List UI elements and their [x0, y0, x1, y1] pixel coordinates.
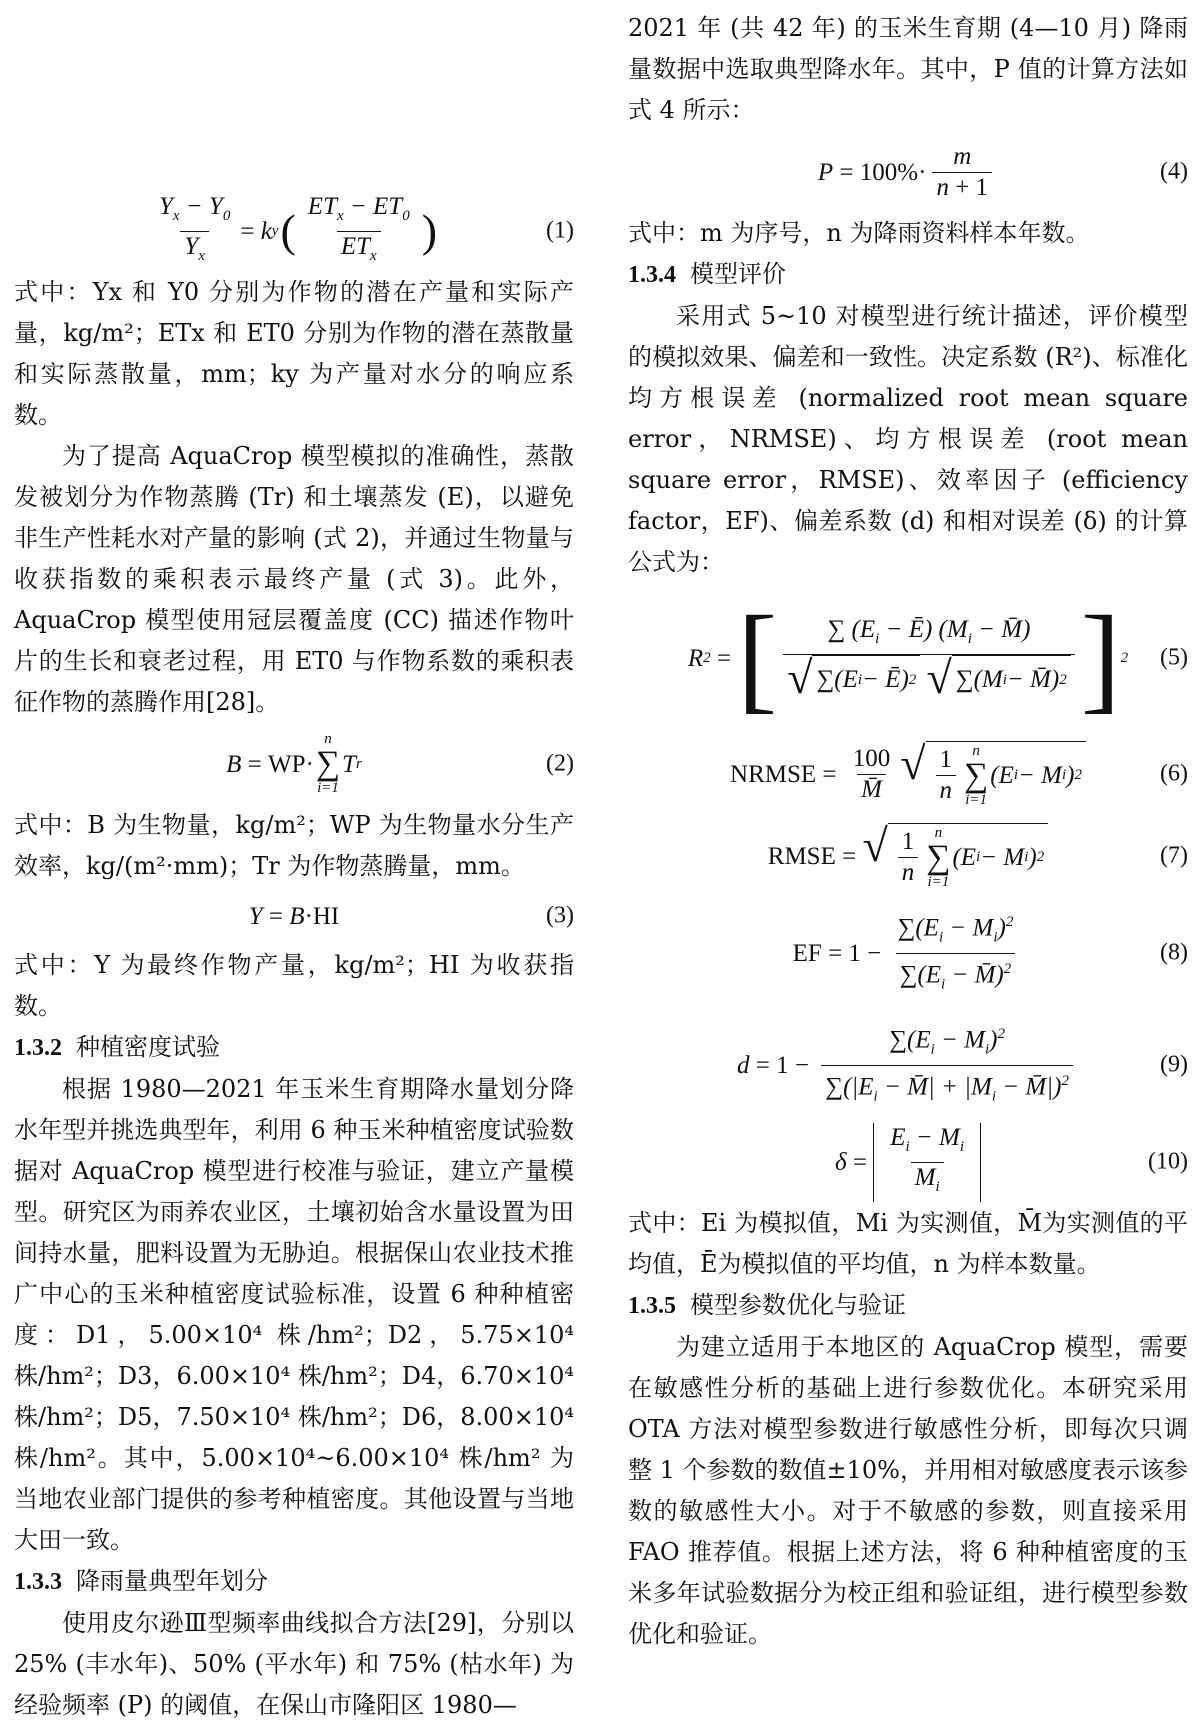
section-heading-1-3-4: 1.3.4 模型评价 — [628, 260, 786, 288]
equation-number: (10) — [1148, 1148, 1188, 1175]
equation-number: (6) — [1160, 760, 1188, 787]
left-column — [14, 0, 574, 1726]
paragraph: 式中：Y 为最终作物产量，kg/m²；HI 为收获指数。 — [14, 951, 574, 1020]
equation-number: (9) — [1160, 1051, 1188, 1078]
equation-8: EF = 1 − $\frac{\sum(E_i - M_i)^2}{\sum(E_i - M̄)^2}$ (8) — [628, 897, 1188, 1009]
paragraph: 根据 1980—2021 年玉米生育期降水量划分降水年型并挑选典型年，利用 6 种玉米种植密度试验数据对 AquaCrop 模型进行校准与验证，建立产量模型。研究区为雨养农业区，土壤初始含水量设置为田间持水量，肥料设置为无胁迫。根据保山农业技术推广中心的玉米种植密度试验标准，设置 6 种种植密度：D1，5.00×10⁴ 株/hm²；D2，5.75×10⁴ 株/hm²；D3，6.00×10⁴ 株/hm²；D4，6.70×10⁴ 株/hm²；D5，7.50×10⁴ 株/hm²；D6，8.00×10⁴ 株/hm²。其中，5.00×10⁴~6.00×10⁴ 株/hm² 为当地农业部门提供的参考种植密度。其他设置与当地大田一致。 — [14, 1075, 574, 1554]
equation-5: R 2 = [ ∑ ($E_i$ − Ē) ($M_i$ − M̄) √ ∑ (E i − Ē) 2 √ ∑ (M i − M̄) 2 ] 2 (5) — [687, 591, 1188, 724]
paragraph: 2021 年 (共 42 年) 的玉米生育期 (4—10 月) 降雨量数据中选取典型降水年。其中，P 值的计算方法如式 4 所示： — [628, 14, 1188, 124]
paragraph: 式中：m 为序号，n 为降雨资料样本年数。 — [628, 219, 1090, 247]
equation-number: (1) — [546, 217, 574, 244]
equation-number: (8) — [1160, 939, 1188, 966]
section-heading-1-3-2: 1.3.2 种植密度试验 — [14, 1033, 220, 1061]
equation-1: $\frac{Y_x - Y_0}{Y_x}$ = k y ( $\frac{ET_x - ET_0}{ET_x}$ ) (1) — [14, 190, 574, 272]
equation-10: δ = $\frac{E_i - M_i}{M_i}$ (10) — [628, 1121, 1188, 1203]
section-heading-1-3-3: 1.3.3 降雨量典型年划分 — [14, 1567, 268, 1595]
section-heading-1-3-5: 1.3.5 模型参数优化与验证 — [628, 1291, 906, 1319]
right-column — [628, 0, 1188, 1655]
equation-number: (5) — [1160, 644, 1188, 671]
equation-3: Y = B ·HI (3) — [14, 887, 574, 945]
paragraph: 式中：B 为生物量，kg/m²；WP 为生物量水分生产效率，kg/(m²·mm)；Tr 为作物蒸腾量，mm。 — [14, 811, 574, 880]
equation-number: (7) — [1160, 842, 1188, 869]
equation-4: P = 100%· $\frac{m}{n + 1}$ (4) — [817, 142, 1188, 201]
paragraph: 式中：Yx 和 Y0 分别为作物的潜在产量和实际产量，kg/m²；ETx 和 ET0 分别为作物的潜在蒸散量和实际蒸散量，mm；ky 为产量对水分的响应系数。 — [14, 278, 574, 429]
paragraph: 式中：Ei 为模拟值，Mi 为实测值，M̄为实测值的平均值，Ē为模拟值的平均值，n 为样本数量。 — [628, 1209, 1188, 1278]
equation-7: RMSE = √ $\frac{1}{n}$ n ∑ i=1 (E i − M i ) 2 (7) — [767, 819, 1188, 890]
paragraph: 采用式 5~10 对模型进行统计描述，评价模型的模拟效果、偏差和一致性。决定系数 (R²)、标准化均方根误差 (normalized root mean square error，NRMSE)、均方根误差 (root mean square error，RMSE)、效率因子 (efficiency factor，EF)、偏差系数 (d) 和相对误差 (δ) 的计算公式为： — [628, 302, 1188, 576]
equation-9: d = 1 − $\frac{\sum(E_i - M_i)^2}{\sum(|E_i - M̄| + |M_i - M̄|)^2}$ (9) — [628, 1009, 1188, 1121]
paragraph: 为了提高 AquaCrop 模型模拟的准确性，蒸散发被划分为作物蒸腾 (Tr) 和土壤蒸发 (E)，以避免非生产性耗水对产量的影响 (式 2)，并通过生物量与收获指数的乘积表示最终产量 (式 3)。此外，AquaCrop 模型使用冠层覆盖度 (CC) 描述作物叶片的生长和衰老过程，用 ET0 与作物系数的乘积表征作物的蒸腾作用[28]。 — [14, 442, 574, 716]
equation-number: (3) — [546, 902, 574, 929]
equation-number: (2) — [546, 750, 574, 777]
equation-6: NRMSE = $\frac{100}{M̄}$ √ $\frac{1}{n}$ n ∑ i=1 (E i − M i ) 2 (6) — [730, 737, 1188, 808]
equation-2: B = WP· n ∑ i=1 T r (2) — [226, 731, 574, 796]
paragraph: 使用皮尔逊Ⅲ型频率曲线拟合方法[29]，分别以 25% (丰水年)、50% (平水年) 和 75% (枯水年) 为经验频率 (P) 的阈值，在保山市隆阳区 1980— — [14, 1609, 574, 1719]
paragraph: 为建立适用于本地区的 AquaCrop 模型，需要在敏感性分析的基础上进行参数优化。本研究采用 OTA 方法对模型参数进行敏感性分析，即每次只调整 1 个参数的数值±10%，并用相对敏感度表示该参数的敏感性大小。对于不敏感的参数，则直接采用 FAO 推荐值。根据上述方法，将 6 种种植密度的玉米多年试验数据分为校正组和验证组，进行模型参数优化和验证。 — [628, 1333, 1188, 1648]
equation-number: (4) — [1160, 158, 1188, 185]
